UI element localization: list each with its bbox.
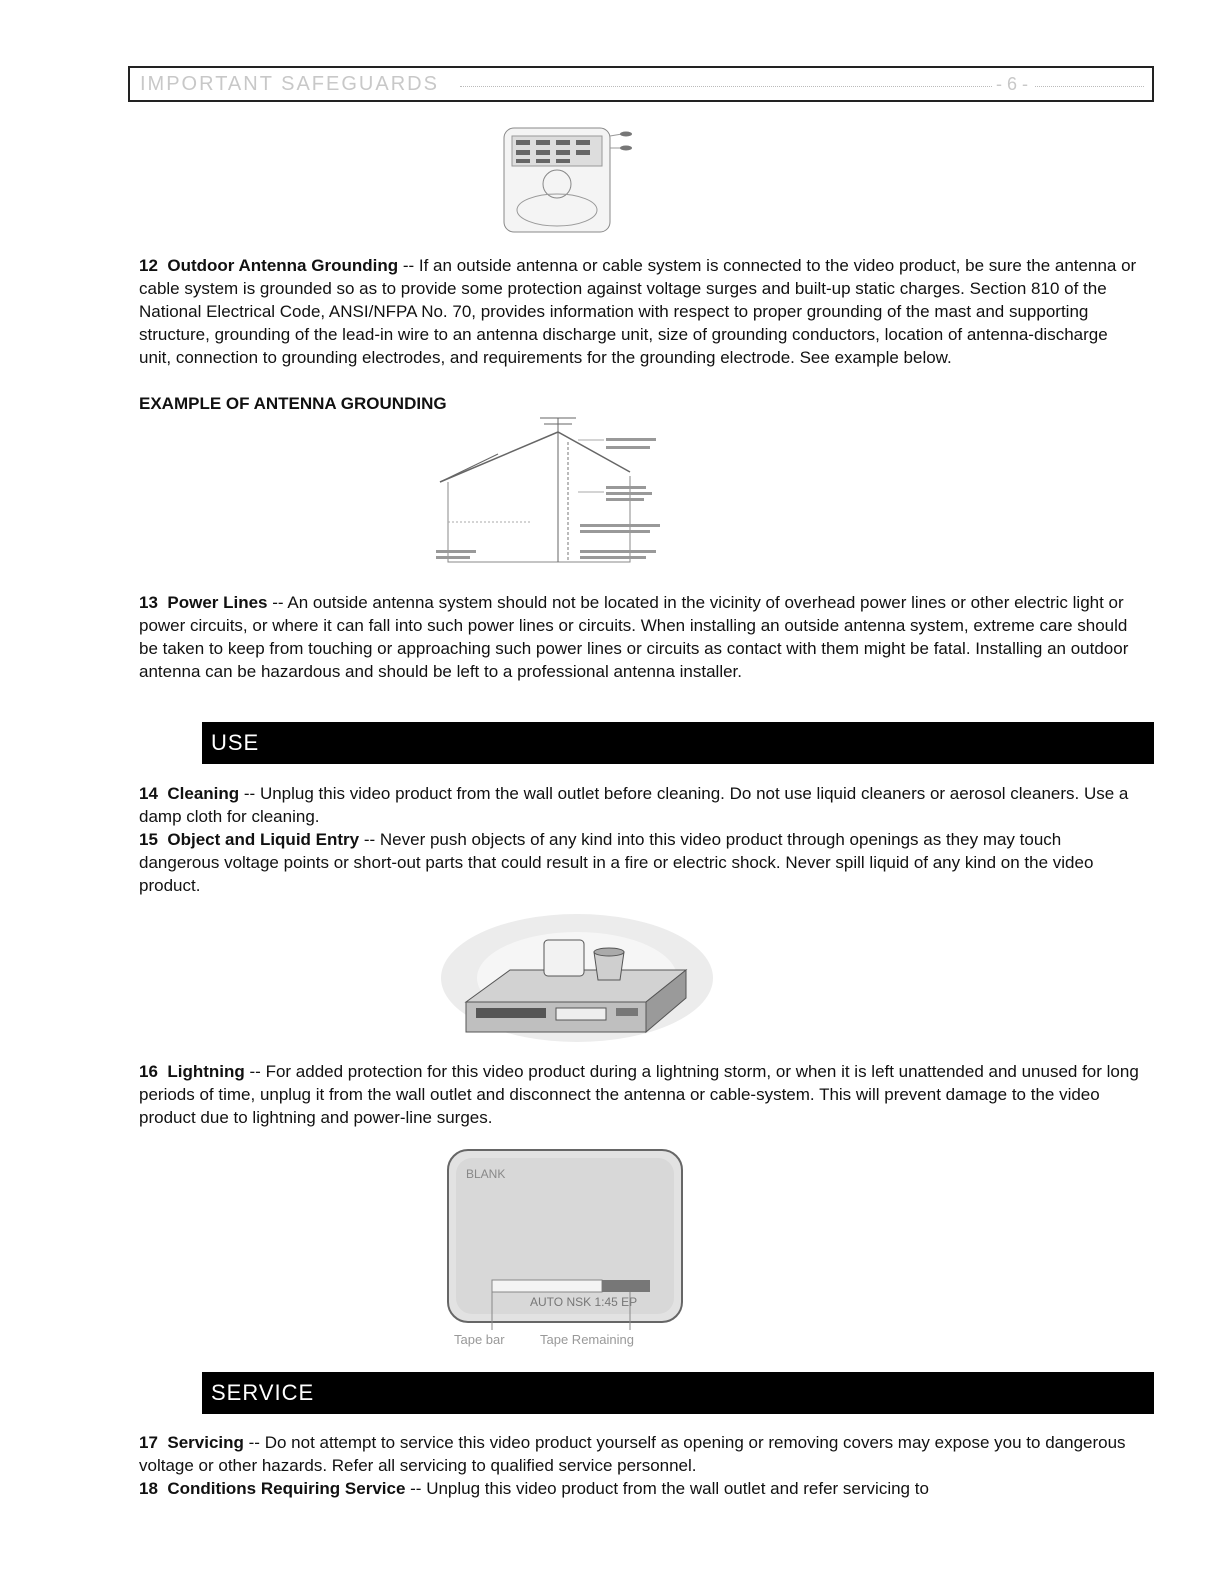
tv-screen-figure <box>430 1140 712 1352</box>
header-leader-dots-right <box>1035 86 1144 87</box>
example-caption: EXAMPLE OF ANTENNA GROUNDING <box>139 394 447 413</box>
item-12-text: If an outside antenna or cable system is connected to the video product, be sure the antenna or cable system is grounded so as to provide some protection against voltage surges and built-up static charges. Section 810 of the National Electrical Code, ANSI/NFPA No. 70, provides information with respect to proper grounding of the mast and supporting structure, grounding of the lead-in wire to an antenna discharge unit, size of grounding conductors, location of antenna-discharge unit, connection to grounding electrodes, and requirements for the grounding electrode. See example below. <box>139 256 1137 367</box>
item-14-number: 14 <box>139 784 158 803</box>
item-15 <box>139 828 1139 897</box>
item-14-dash: -- <box>239 784 260 803</box>
remote-control-figure <box>498 124 638 236</box>
item-13-text: An outside antenna system should not be located in the vicinity of overhead power lines or other electric light or power circuits, or where it can fall into such power lines or circuits. When installing an outside antenna system, extreme care should be taken to keep from touching or approaching such power lines or circuits as contact with them might be fatal. Installing an outdoor antenna can be hazardous and should be left to a professional antenna installer. <box>139 593 1129 681</box>
item-13-title: Power Lines <box>167 593 268 612</box>
item-17-dash: -- <box>243 1433 265 1452</box>
item-18-title: Conditions Requiring Service <box>167 1479 406 1498</box>
item-13-dash: -- <box>267 593 288 612</box>
page-header <box>128 66 1154 102</box>
item-16-title: Lightning <box>167 1062 245 1081</box>
antenna-grounding-diagram <box>430 412 666 572</box>
item-18-text: Unplug this video product from the wall outlet and refer servicing to <box>426 1479 929 1498</box>
section-use-label: USE <box>211 730 260 755</box>
item-17 <box>139 1431 1139 1477</box>
header-title: IMPORTANT SAFEGUARDS <box>140 73 439 95</box>
section-use <box>202 722 1154 764</box>
label-tape-remaining: Tape Remaining <box>540 1332 634 1347</box>
tv-screen-label: BLANK <box>466 1167 506 1181</box>
item-15-title: Object and Liquid Entry <box>167 830 360 849</box>
item-18-number: 18 <box>139 1479 158 1498</box>
item-15-text: Never push objects of any kind into this video product through openings as they may touch dangerous voltage points or short-out parts that could result in a fire or electric shock. Never spill liquid of any kind on the video product. <box>139 830 1094 895</box>
item-16-number: 16 <box>139 1062 158 1081</box>
section-service <box>202 1372 1154 1414</box>
item-17-text: Do not attempt to service this video product yourself as opening or removing covers may expose you to dangerous voltage or other hazards. Refer all servicing to qualified service personnel. <box>139 1433 1126 1475</box>
page-number: - 6 - <box>992 74 1032 95</box>
item-13-number: 13 <box>139 593 158 612</box>
item-13 <box>139 591 1139 683</box>
item-14 <box>139 782 1139 828</box>
item-15-dash: -- <box>359 830 380 849</box>
item-15-number: 15 <box>139 830 158 849</box>
tape-remaining-fill <box>602 1280 650 1292</box>
item-16 <box>139 1060 1139 1129</box>
item-14-title: Cleaning <box>167 784 240 803</box>
item-16-text: For added protection for this video product during a lightning storm, or when it is left unattended and unused for long periods of time, unplug it from the wall outlet and disconnect the antenna or cable-system. This will prevent damage to the video product due to lightning and power-line surges. <box>139 1062 1139 1127</box>
item-12-number: 12 <box>139 256 158 275</box>
tape-bar <box>492 1280 602 1292</box>
item-12 <box>139 254 1139 369</box>
item-16-dash: -- <box>244 1062 266 1081</box>
vcr-liquid-entry-figure <box>436 898 718 1046</box>
item-14-text: Unplug this video product from the wall outlet before cleaning. Do not use liquid cleaners or aerosol cleaners. Use a damp cloth for cleaning. <box>139 784 1129 826</box>
item-12-title: Outdoor Antenna Grounding <box>167 256 399 275</box>
item-12-dash: -- <box>398 256 419 275</box>
item-17-title: Servicing <box>167 1433 244 1452</box>
item-17-number: 17 <box>139 1433 158 1452</box>
header-leader-dots <box>460 86 992 87</box>
tv-status-text: AUTO NSK 1:45 EP <box>530 1295 638 1309</box>
item-18-dash: -- <box>405 1479 427 1498</box>
label-tape-bar: Tape bar <box>454 1332 505 1347</box>
item-18 <box>139 1477 1139 1500</box>
section-service-label: SERVICE <box>211 1380 315 1405</box>
